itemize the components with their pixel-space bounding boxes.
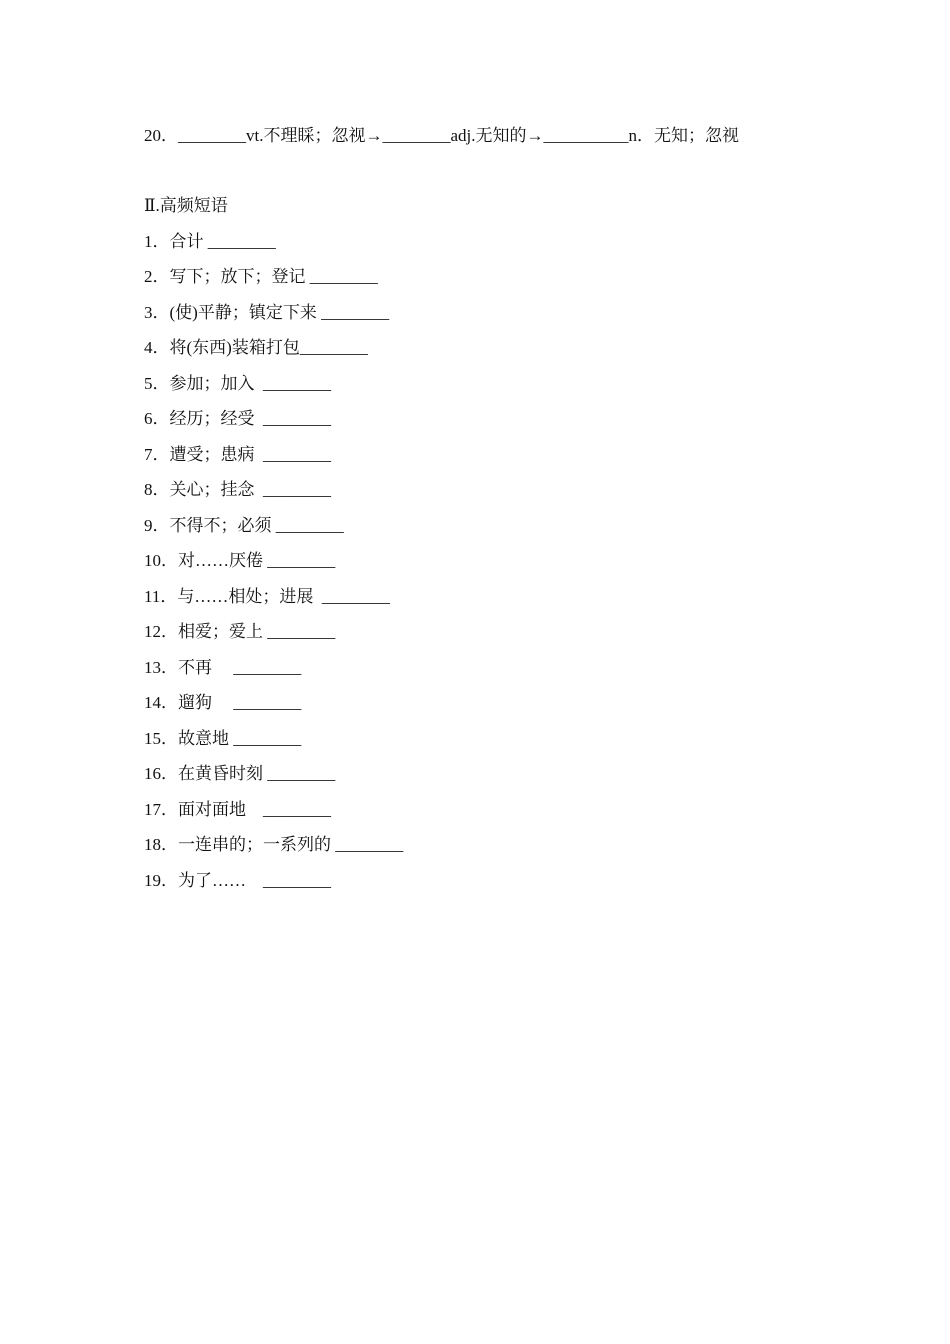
page-content: [144, 124, 864, 904]
phrase-item-13: 13．不再 ________: [144, 657, 302, 677]
phrase-item-11: 11．与……相处；进展 ________: [144, 586, 390, 606]
phrase-item-8: 8．关心；挂念 ________: [144, 480, 331, 499]
phrase-item-14: 14．遛狗 ________: [144, 693, 302, 712]
phrase-item-15: 15．故意地 ________: [144, 728, 302, 748]
phrase-item-18: 18．一连串的；一系列的 ________: [144, 835, 404, 854]
phrase-item-7: 7．遭受；患病 ________: [144, 444, 331, 464]
phrase-item-2: 2．写下；放下；登记 ________: [144, 267, 378, 286]
phrase-item-10: 10．对……厌倦 ________: [144, 551, 336, 570]
vocab-item-20: 20．________vt.不理睬；忽视→________adj.无知的→__________n．无知；忽视: [144, 126, 739, 145]
section-title-high-frequency-phrases: Ⅱ.高频短语: [144, 196, 228, 215]
phrase-item-12: 12．相爱；爱上 ________: [144, 622, 336, 641]
phrase-list: [144, 230, 864, 893]
phrase-item-17: 17．面对面地 ________: [144, 799, 331, 819]
phrase-item-4: 4．将(东西)装箱打包________: [144, 338, 368, 357]
phrase-item-16: 16．在黄昏时刻 ________: [144, 764, 336, 783]
phrase-item-6: 6．经历；经受 ________: [144, 409, 331, 428]
phrase-item-5: 5．参加；加入 ________: [144, 373, 331, 393]
phrase-item-19: 19．为了…… ________: [144, 870, 331, 890]
phrase-item-1: 1．合计 ________: [144, 231, 276, 251]
phrase-item-9: 9．不得不；必须 ________: [144, 515, 344, 535]
phrase-item-3: 3．(使)平静；镇定下来 ________: [144, 302, 390, 322]
